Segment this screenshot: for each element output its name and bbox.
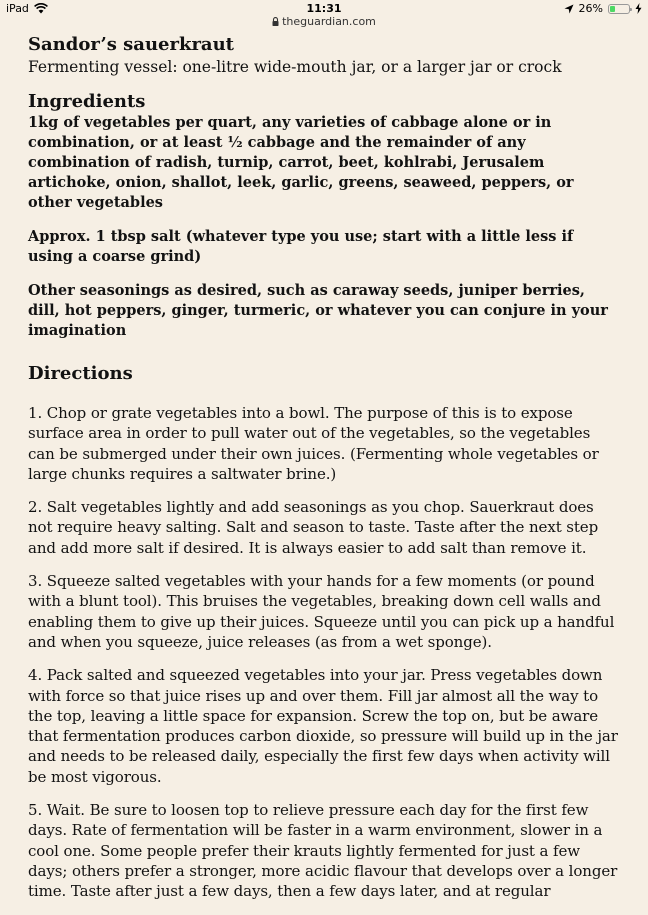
- direction-step: 3. Squeeze salted vegetables with your hands for a few moments (or pound with a blunt tool). This bruises the vegetables, breaking down cell walls and enabling them to give up their juices. Squeeze until you can pick up a handful and when you squeeze, juice releases (as from a wet sponge).: [28, 572, 615, 651]
- url-text: theguardian.com: [282, 15, 376, 28]
- direction-step: 1. Chop or grate vegetables into a bowl. The purpose of this is to expose surface area in order to pull water out of the vegetables, so the vegetables can be submerged under their own juices. (Fermenting whole vegetables or large chunks requires a saltwater brine.): [28, 404, 599, 483]
- battery-tip: [630, 8, 632, 11]
- direction-step: 4. Pack salted and squeezed vegetables into your jar. Press vegetables down with force so that juice rises up and over them. Fill jar almost all the way to the top, leaving a little space for expansion. Screw the top on, but be aware that fermentation produces carbon dioxide, so pressure will build up in the jar and needs to be released daily, especially the first few days when activity will be most vigorous.: [28, 666, 618, 786]
- directions-heading: Directions: [28, 363, 133, 384]
- ingredients-heading: Ingredients: [28, 91, 146, 112]
- direction-step: 2. Salt vegetables lightly and add seasonings as you chop. Sauerkraut does not require heavy salting. Salt and season to taste. Taste after the next step and add more salt if desired. It is always easier to add salt than remove it.: [28, 498, 599, 557]
- ingredients-list: [28, 113, 618, 341]
- lock-icon: [272, 16, 279, 25]
- direction-step: 5. Wait. Be sure to loosen top to relieve pressure each day for the first few days. Rate of fermentation will be faster in a warm environment, slower in a cool one. Some people prefer their krauts lightly fermented for just a few days; others prefer a stronger, more acidic flavour that develops over a longer time. Taste after just a few days, then a few days later, and at regular: [28, 801, 618, 901]
- directions-list: [28, 403, 618, 902]
- battery-icon: [608, 4, 630, 14]
- status-right: [564, 2, 642, 15]
- battery-percent: 26%: [578, 2, 603, 15]
- address-bar[interactable]: [0, 15, 648, 31]
- ingredient-paragraph: Other seasonings as desired, such as caraway seeds, juniper berries, dill, hot peppers, ginger, turmeric, or whatever you can conjure in your imagination: [28, 282, 608, 339]
- device-name: iPad: [6, 2, 29, 15]
- battery-level-fill: [610, 6, 615, 12]
- fermenting-vessel-text: Fermenting vessel: one-litre wide-mouth jar, or a larger jar or crock: [28, 58, 562, 76]
- charging-icon: [635, 3, 642, 14]
- status-time: 11:31: [306, 2, 342, 15]
- ingredient-paragraph: Approx. 1 tbsp salt (whatever type you use; start with a little less if using a coarse grind): [28, 228, 574, 265]
- recipe-title: Sandor’s sauerkraut: [28, 34, 234, 55]
- article-body: [28, 34, 618, 915]
- location-icon: [564, 4, 574, 14]
- ingredient-paragraph: 1kg of vegetables per quart, any varieties of cabbage alone or in combination, or at least ½ cabbage and the remainder of any combination of radish, turnip, carrot, beet, kohlrabi, Jerusalem artichoke, onion, shallot, leek, garlic, greens, seaweed, peppers, or other vegetables: [28, 114, 574, 211]
